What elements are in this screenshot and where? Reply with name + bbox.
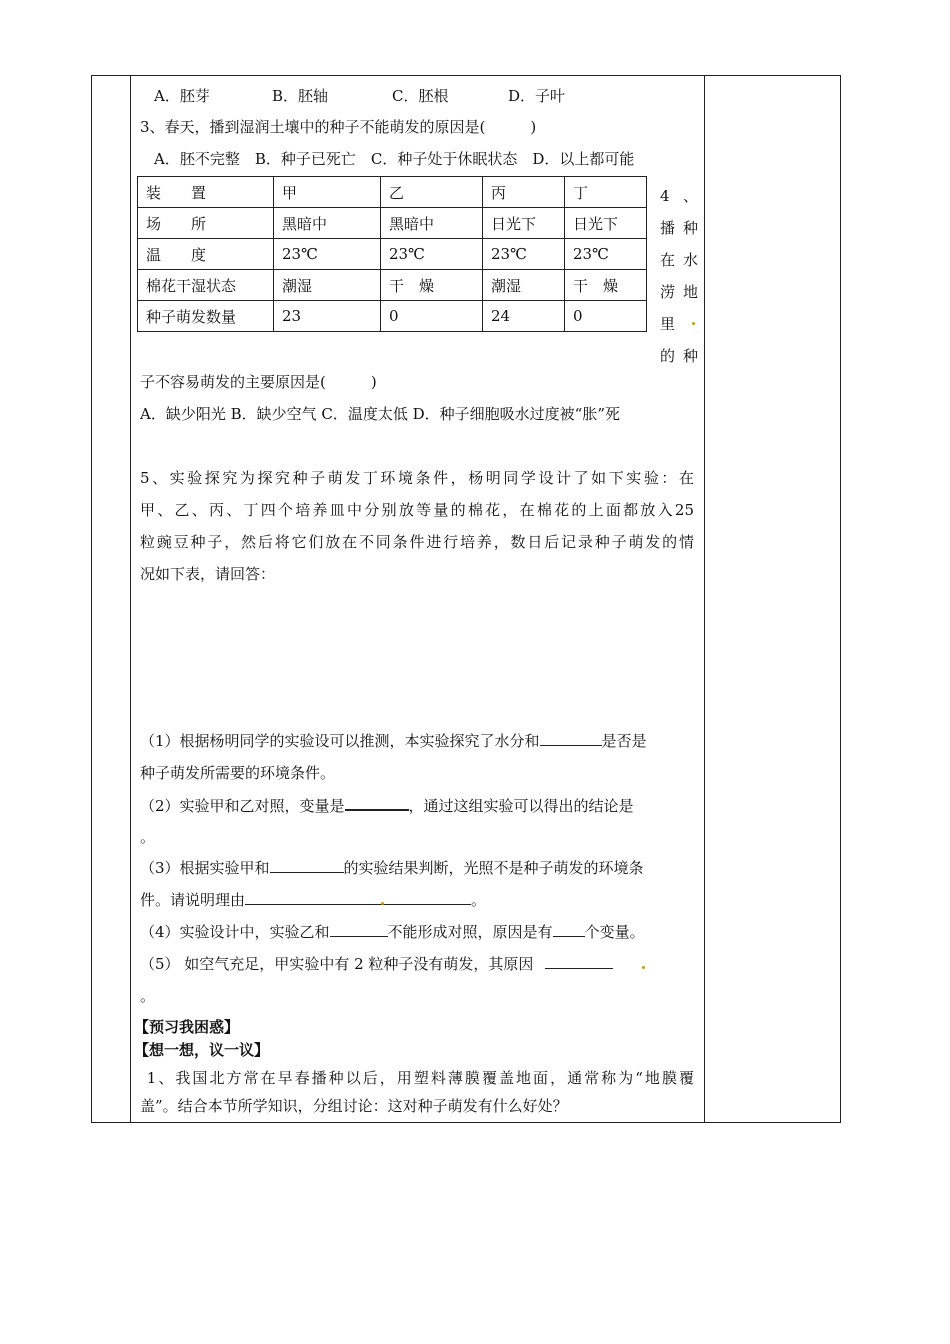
subquestion-4 <box>140 922 645 942</box>
question-5-text: 粒豌豆种子，然后将它们放在不同条件进行培养，数日后记录种子萌发的情 <box>140 533 694 551</box>
table-cell: 23 <box>274 301 381 332</box>
table-cell: 干 燥 <box>565 270 647 301</box>
question-5-text: 况如下表，请回答： <box>140 565 276 583</box>
table-cell: 23℃ <box>274 239 381 270</box>
subquestion-text: 不能形成对照，原因是有 <box>387 923 553 941</box>
question-3-options: A．胚不完整 B．种子已死亡 C．种子处于休眠状态 D．以上都可能 <box>154 150 635 168</box>
subquestion-text: 是否是 <box>601 732 647 750</box>
table-cell: 干 燥 <box>381 270 483 301</box>
subquestion-5-cont: 。 <box>140 987 156 1005</box>
table-cell: 场 所 <box>138 208 274 239</box>
option-a: A．胚芽 <box>154 87 210 105</box>
table-cell: 23℃ <box>483 239 565 270</box>
question-5-text: 甲、乙、丙、丁四个培养皿中分别放等量的棉花，在棉花的上面都放入25 <box>140 501 694 519</box>
table-header-cell: 甲 <box>274 177 381 208</box>
table-header-cell: 乙 <box>381 177 483 208</box>
table-row <box>138 301 647 332</box>
table-cell: 种子萌发数量 <box>138 301 274 332</box>
question-3-stem: 3、春天，播到湿润土壤中的种子不能萌发的原因是( ) <box>140 118 537 136</box>
question-4-side-text <box>660 180 698 372</box>
left-column-divider <box>130 76 131 1122</box>
subquestion-text: （3）根据实验甲和 <box>140 859 270 877</box>
subquestion-3-cont <box>140 890 486 910</box>
section-heading-preview: 【预习我困惑】 <box>134 1018 240 1036</box>
answer-blank[interactable] <box>245 890 471 905</box>
table-header-cell: 装 置 <box>138 177 274 208</box>
experiment-table <box>137 176 647 332</box>
subquestion-text: （1）根据杨明同学的实验设可以推测，本实验探究了水分和 <box>140 732 540 750</box>
scan-mark-dot <box>642 966 645 969</box>
table-cell: 潮湿 <box>483 270 565 301</box>
table-header-cell: 丙 <box>483 177 565 208</box>
subquestion-2 <box>140 795 634 816</box>
section-heading-discuss: 【想一想，议一议】 <box>134 1041 270 1059</box>
side-text-line: 播种 <box>660 219 698 237</box>
subquestion-text: 个变量。 <box>584 923 645 941</box>
side-text-line: 涝地 <box>660 283 698 301</box>
question-5-text: 5、实验探究为探究种子萌发丁环境条件，杨明同学设计了如下实验：在 <box>140 469 694 487</box>
side-text-line: 的种 <box>660 347 698 365</box>
subquestion-text: 。 <box>471 891 487 909</box>
table-cell: 温 度 <box>138 239 274 270</box>
side-text-line: 4 、 <box>660 187 698 205</box>
subquestion-3 <box>140 858 644 878</box>
table-cell: 黑暗中 <box>381 208 483 239</box>
answer-blank[interactable] <box>545 954 613 969</box>
subquestion-1 <box>140 731 647 751</box>
answer-blank[interactable] <box>553 922 585 937</box>
table-cell: 23℃ <box>381 239 483 270</box>
discussion-text: 1、我国北方常在早春播种以后，用塑料薄膜覆盖地面，通常称为“地膜覆 <box>140 1069 694 1087</box>
answer-blank[interactable] <box>330 922 388 937</box>
question-4-options: A．缺少阳光 B．缺少空气 C．温度太低 D．种子细胞吸水过度被“胀”死 <box>140 405 621 423</box>
option-d: D．子叶 <box>508 87 566 105</box>
table-cell: 潮湿 <box>274 270 381 301</box>
table-header-row <box>138 177 647 208</box>
table-cell: 日光下 <box>565 208 647 239</box>
option-c: C．胚根 <box>392 87 449 105</box>
table-cell: 棉花干湿状态 <box>138 270 274 301</box>
subquestion-text: 件。请说明理由 <box>140 891 246 909</box>
subquestion-text: （5） 如空气充足，甲实验中有 2 粒种子没有萌发，其原因 <box>140 955 534 973</box>
subquestion-text: （2）实验甲和乙对照，变量是 <box>140 797 345 815</box>
subquestion-5 <box>140 954 613 974</box>
scan-mark-dot <box>381 902 384 905</box>
table-cell: 23℃ <box>565 239 647 270</box>
right-column-divider <box>704 76 705 1122</box>
table-row <box>138 208 647 239</box>
option-b: B．胚轴 <box>272 87 329 105</box>
side-text-line: 在水 <box>660 251 698 269</box>
table-cell: 0 <box>565 301 647 332</box>
table-row <box>138 239 647 270</box>
table-header-cell: 丁 <box>565 177 647 208</box>
table-row <box>138 270 647 301</box>
answer-blank[interactable] <box>540 731 602 746</box>
scan-mark-dot <box>692 322 695 325</box>
answer-blank[interactable] <box>270 858 344 873</box>
table-cell: 0 <box>381 301 483 332</box>
discussion-text: 盖”。结合本节所学知识，分组讨论：这对种子萌发有什么好处？ <box>140 1097 568 1115</box>
subquestion-1-cont: 种子萌发所需要的环境条件。 <box>140 764 336 782</box>
side-text-line: 里 <box>660 315 676 333</box>
subquestion-text: ，通过这组实验可以得出的结论是 <box>408 797 634 815</box>
table-cell: 黑暗中 <box>274 208 381 239</box>
table-cell: 日光下 <box>483 208 565 239</box>
table-cell: 24 <box>483 301 565 332</box>
answer-blank[interactable] <box>345 795 409 811</box>
subquestion-text: （4）实验设计中，实验乙和 <box>140 923 330 941</box>
question-4-stem: 子不容易萌发的主要原因是( ) <box>140 373 377 391</box>
subquestion-2-cont: 。 <box>140 828 156 846</box>
subquestion-text: 的实验结果判断，光照不是种子萌发的环境条 <box>343 859 644 877</box>
